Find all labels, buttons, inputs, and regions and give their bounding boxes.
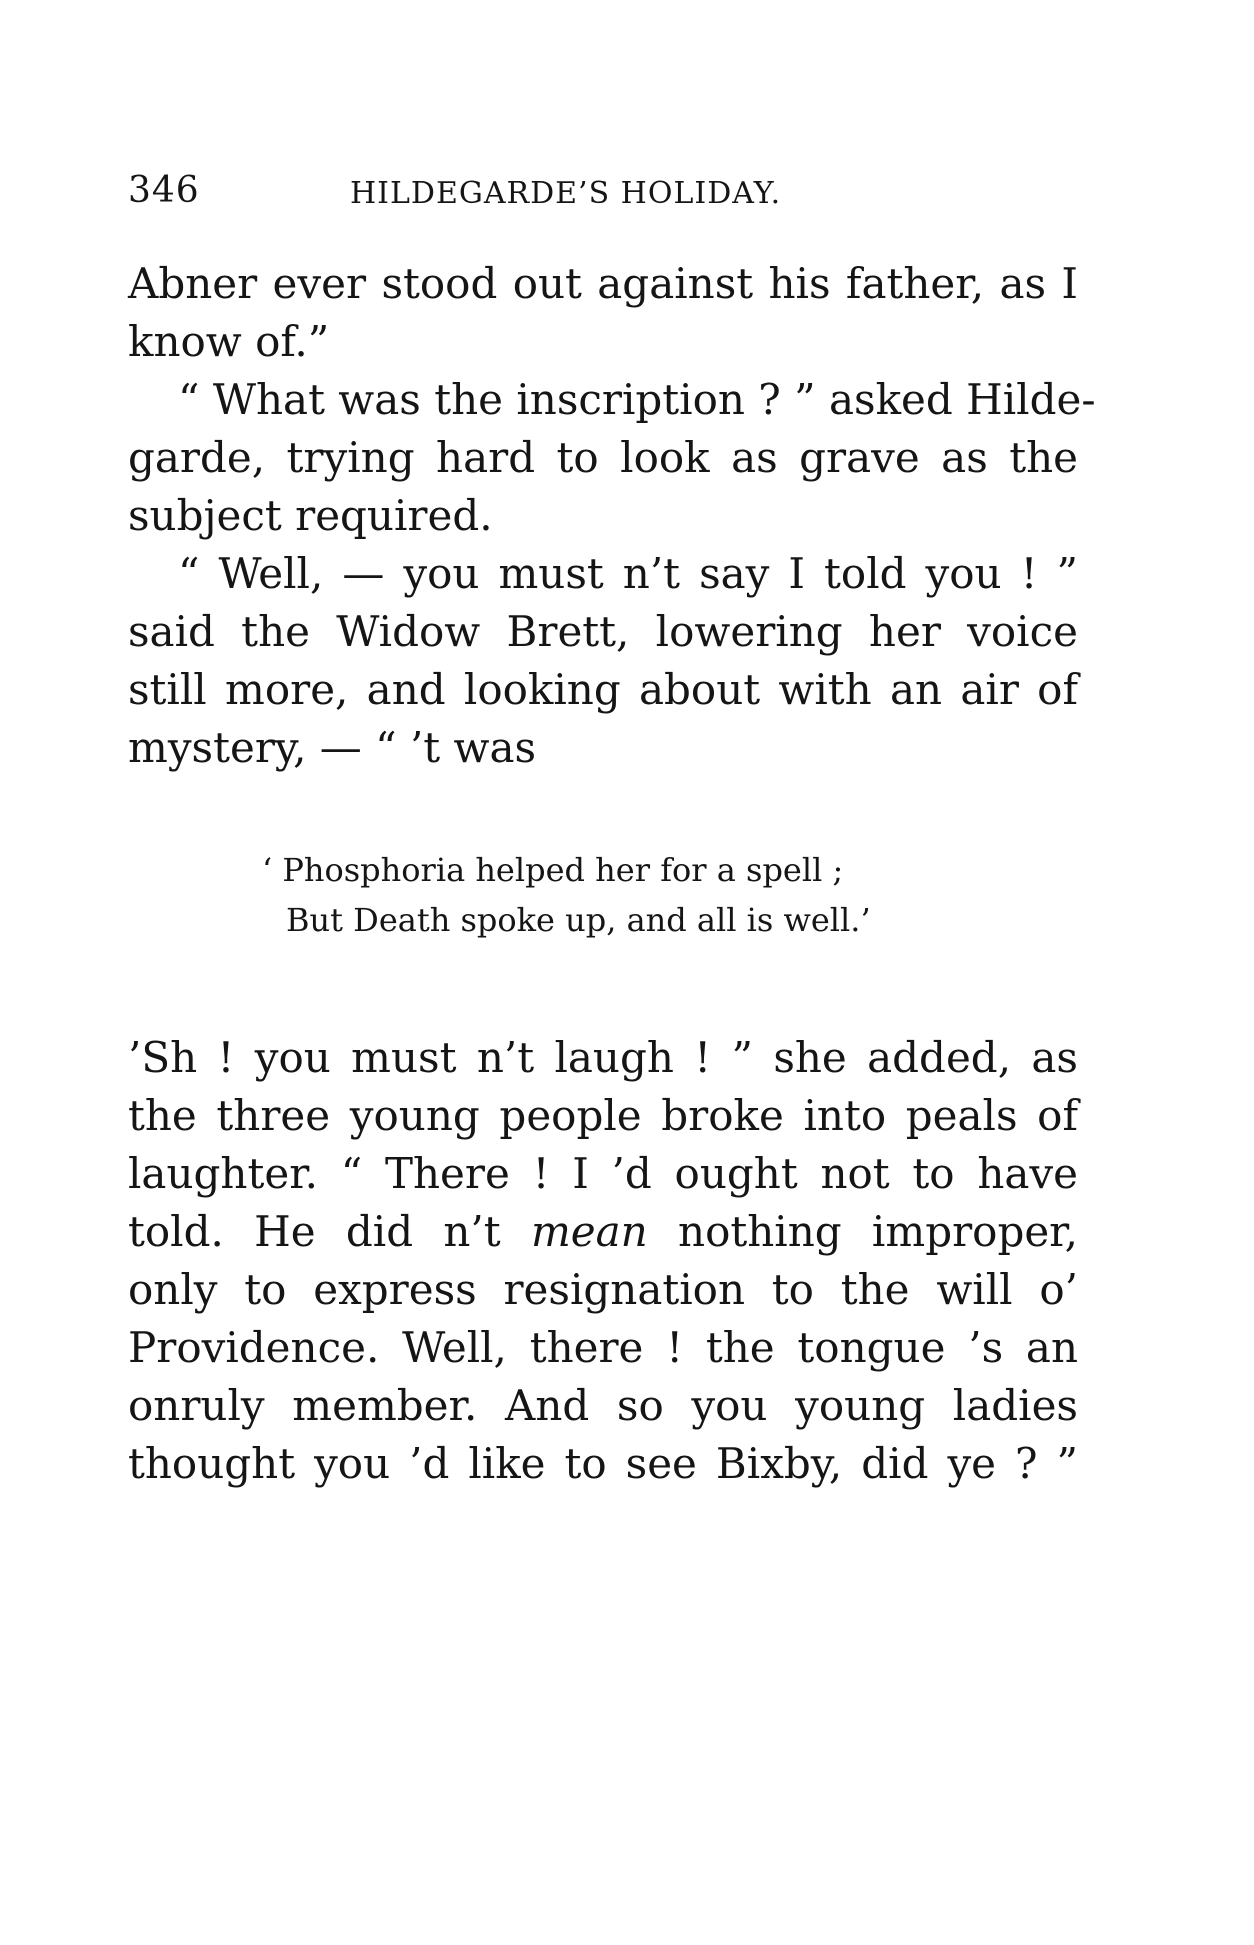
text-line: mystery, — “ ’t was — [128, 723, 537, 772]
verse-line: But Death spoke up, and all is well.’ — [286, 901, 871, 939]
text-line: onruly member. And so you young ladies — [128, 1381, 1078, 1430]
verse-line: ‘ Phosphoria helped her for a spell ; — [262, 851, 844, 889]
text-line-with-emphasis — [128, 1206, 1078, 1258]
text-run: nothing improper, — [647, 1207, 1078, 1256]
text-run: told. He did n’t — [128, 1207, 531, 1256]
text-line: subject required. — [128, 491, 493, 540]
page-header — [128, 170, 1108, 230]
text-line: “ Well, — you must n’t say I told you ! ” — [178, 549, 1078, 598]
page-number: 346 — [128, 170, 200, 211]
running-title: HILDEGARDE’S HOLIDAY. — [350, 176, 782, 211]
text-line: Abner ever stood out against his father, as I — [128, 259, 1078, 308]
emphasized-word: mean — [530, 1207, 648, 1256]
text-line: thought you ’d like to see Bixby, did ye ? ” — [128, 1439, 1078, 1488]
text-line: garde, trying hard to look as grave as the — [128, 433, 1078, 482]
text-line: ’Sh ! you must n’t laugh ! ” she added, as — [128, 1033, 1078, 1082]
text-line: laughter. “ There ! I ’d ought not to have — [128, 1149, 1078, 1198]
text-line: said the Widow Brett, lowering her voice — [128, 607, 1078, 656]
text-line: Providence. Well, there ! the tongue ’s an — [128, 1323, 1078, 1372]
text-line: know of.” — [128, 317, 330, 366]
text-line: still more, and looking about with an air of — [128, 665, 1078, 714]
text-line: “ What was the inscription ? ” asked Hilde- — [178, 375, 1096, 424]
text-line: only to express resignation to the will o’ — [128, 1265, 1078, 1314]
text-line: the three young people broke into peals of — [128, 1091, 1078, 1140]
